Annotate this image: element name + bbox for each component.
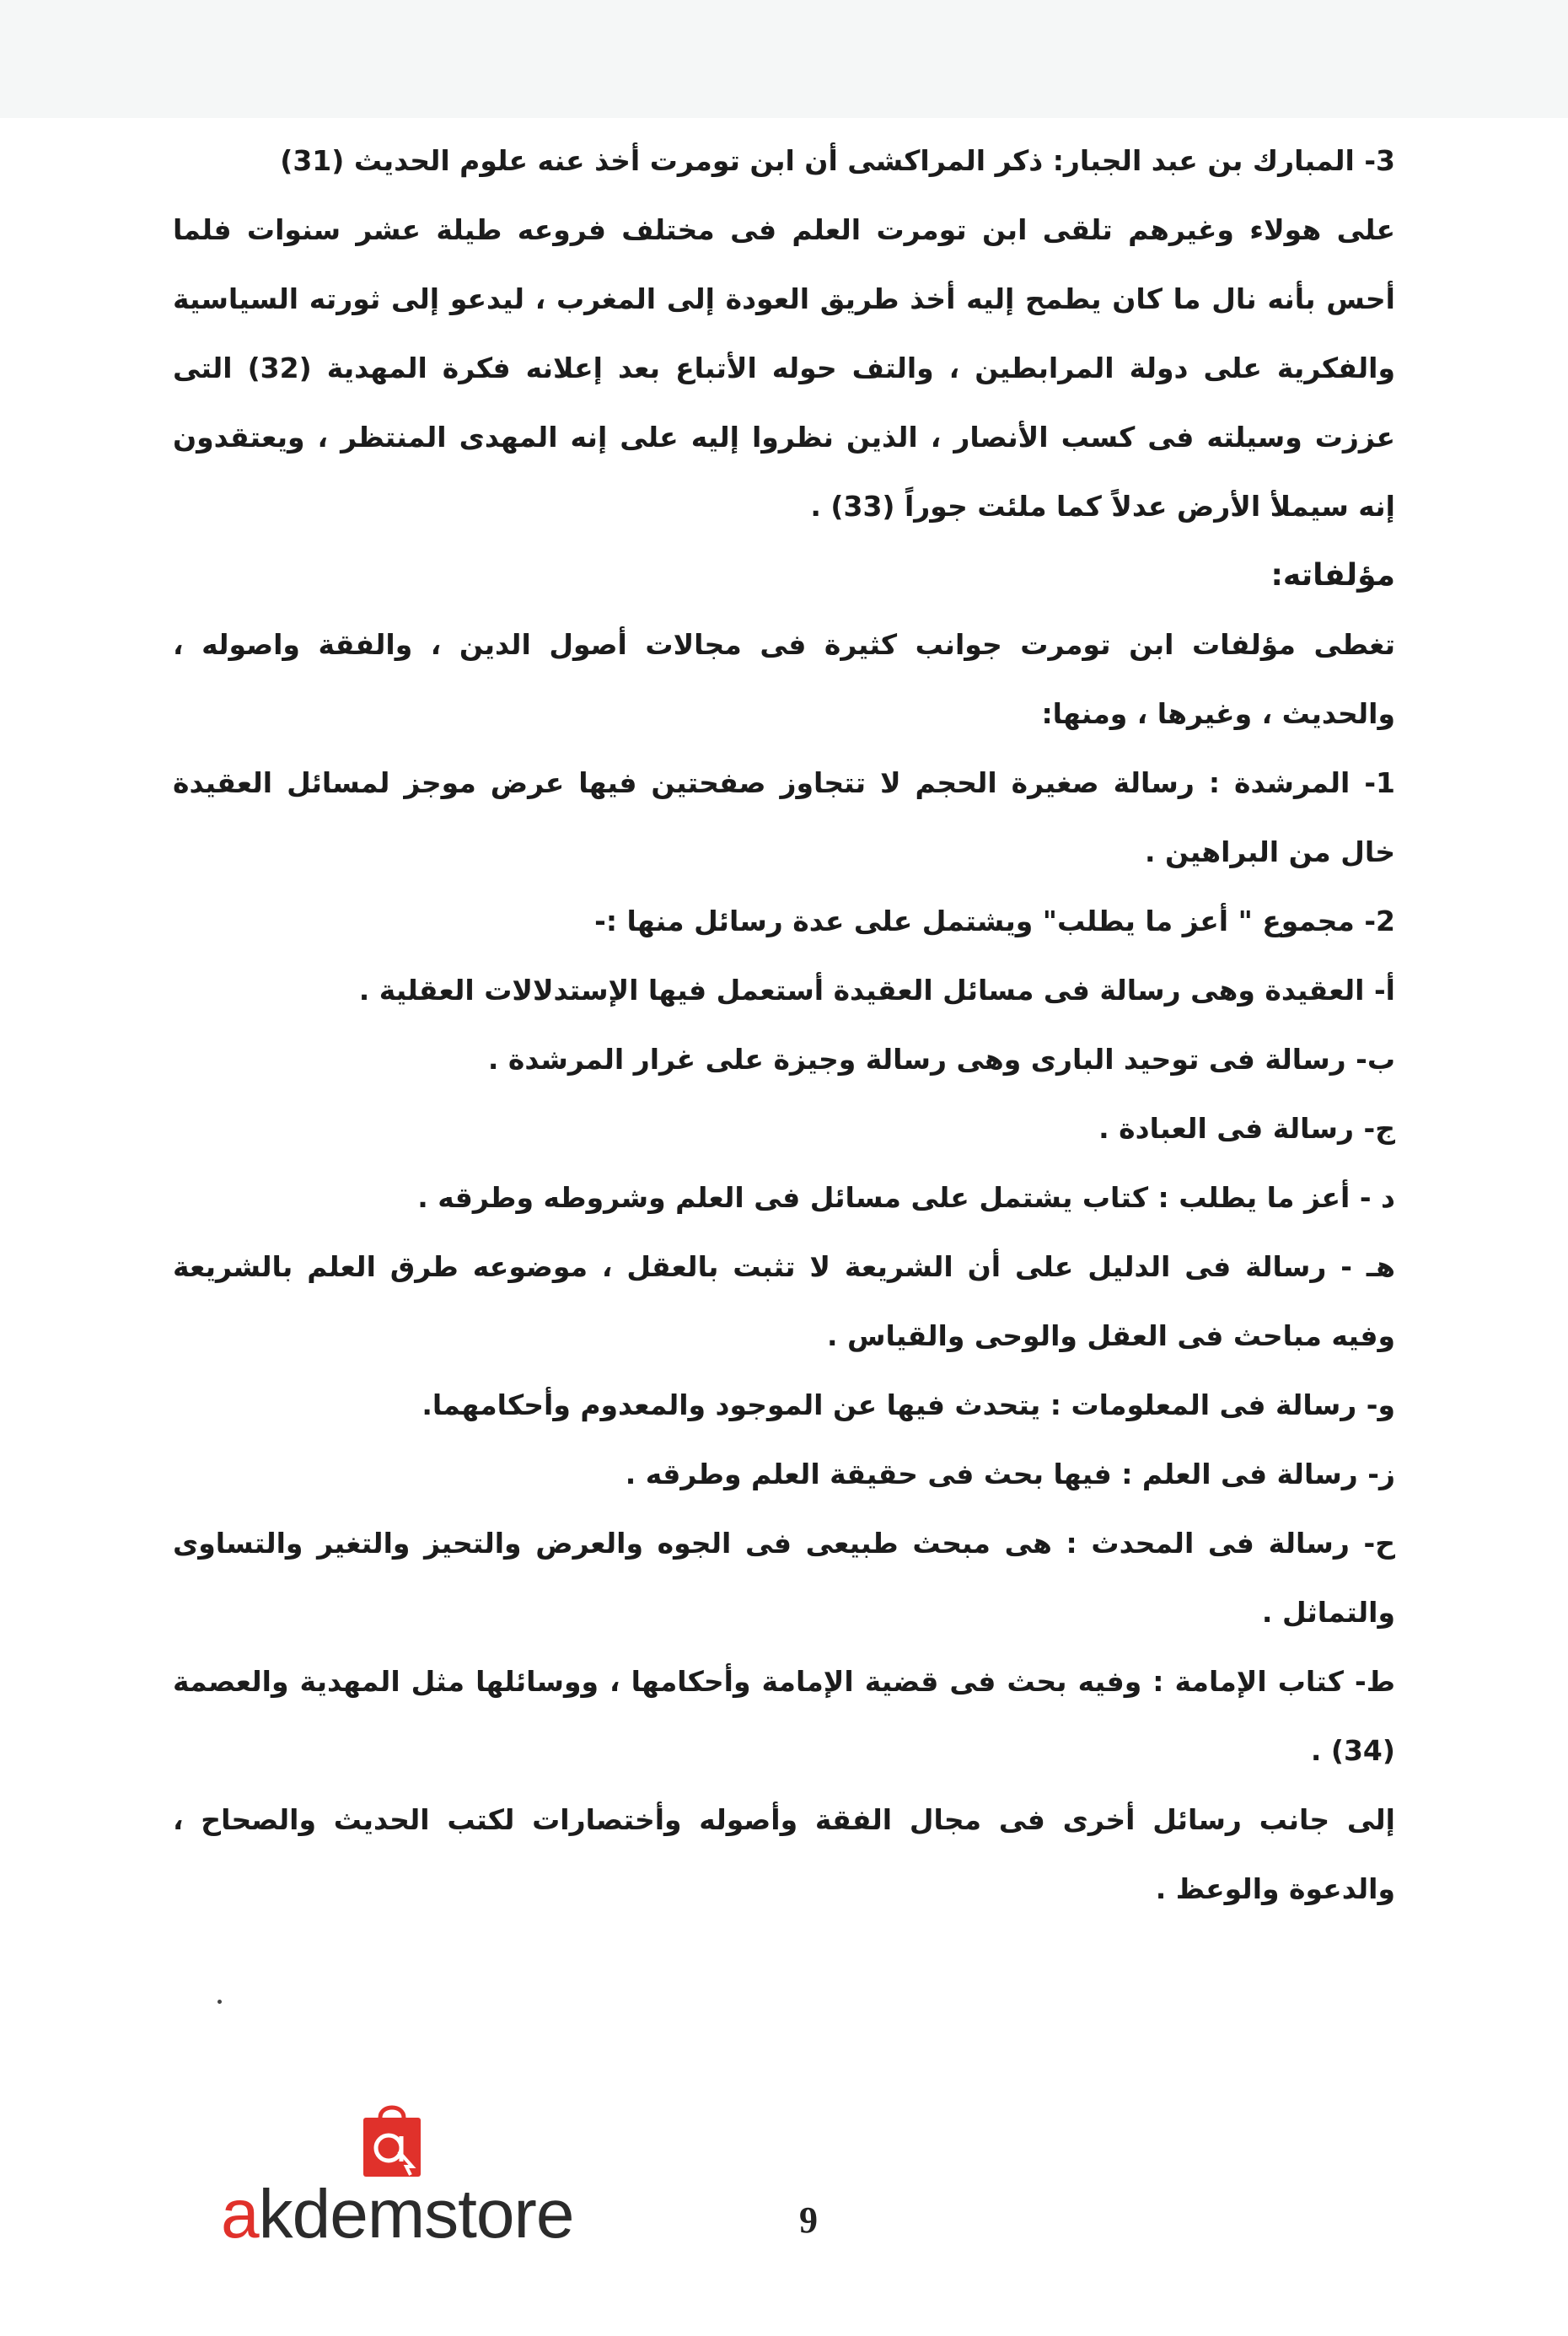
scan-speck bbox=[217, 2000, 222, 2004]
item-text: المرشدة : رسالة صغيرة الحجم لا تتجاوز صفحتين فيها عرض موجز لمسائل العقيدة خال من البراهين . bbox=[173, 766, 1395, 868]
item-text: العقيدة وهى رسالة فى مسائل العقيدة أستعمل فيها الإستدلالات العقلية . bbox=[358, 974, 1365, 1007]
scan-top-band bbox=[0, 0, 1568, 118]
item-label: ز- bbox=[1367, 1458, 1395, 1490]
akdemstore-logo bbox=[221, 2099, 600, 2268]
sub-item-hha bbox=[173, 1509, 1395, 1647]
sub-item-alif bbox=[173, 956, 1395, 1025]
paragraph-closing bbox=[173, 1786, 1395, 1924]
item-label: أ- bbox=[1373, 974, 1395, 1007]
sub-item-ta bbox=[173, 1647, 1395, 1786]
item-text: المبارك بن عبد الجبار: ذكر المراكشى أن ابن تومرت أخذ عنه علوم الحديث (31) bbox=[280, 144, 1355, 177]
item-text: كتاب الإمامة : وفيه بحث فى قضية الإمامة وأحكامها ، ووسائلها مثل المهدية والعصمة (34) . bbox=[173, 1665, 1395, 1767]
logo-wordmark bbox=[221, 2175, 573, 2254]
section-heading bbox=[173, 541, 1395, 610]
sub-item-ha bbox=[173, 1232, 1395, 1371]
paragraph-works-intro bbox=[173, 610, 1395, 749]
item-text: رسالة فى العبادة . bbox=[1098, 1112, 1355, 1145]
paragraph-text: تغطى مؤلفات ابن تومرت جوانب كثيرة فى مجالات أصول الدين ، والفقة واصوله ، والحديث ، وغيرها ، ومنها: bbox=[173, 628, 1395, 730]
item-text: رسالة فى توحيد البارى وهى رسالة وجيزة على غرار المرشدة . bbox=[487, 1043, 1346, 1076]
logo-rest: kdemstore bbox=[258, 2176, 574, 2253]
item-text: مجموع " أعز ما يطلب" ويشتمل على عدة رسائل منها :- bbox=[594, 905, 1355, 937]
sub-item-jim bbox=[173, 1094, 1395, 1163]
item-text: رسالة فى المحدث : هى مبحث طبيعى فى الجوه والعرض والتحيز والتغير والتساوى والتماثل . bbox=[173, 1527, 1395, 1629]
item-label: ط- bbox=[1355, 1665, 1395, 1698]
item-label: 1- bbox=[1364, 766, 1395, 799]
item-label: 2- bbox=[1364, 905, 1395, 937]
list-item-3 bbox=[173, 126, 1395, 196]
item-label: ب- bbox=[1356, 1043, 1395, 1076]
list-item-1 bbox=[173, 749, 1395, 887]
heading-text: مؤلفاته: bbox=[1270, 558, 1395, 593]
logo-letter-a: a bbox=[221, 2176, 259, 2253]
page-body bbox=[173, 126, 1395, 1924]
item-label: د - bbox=[1359, 1181, 1395, 1214]
item-text: رسالة فى الدليل على أن الشريعة لا تثبت بالعقل ، موضوعه طرق العلم بالشريعة وفيه مباحث فى العقل والوحى والقياس . bbox=[173, 1250, 1395, 1352]
item-label: ج- bbox=[1363, 1112, 1395, 1145]
list-item-2 bbox=[173, 887, 1395, 956]
item-label: 3- bbox=[1364, 144, 1395, 177]
shopping-bag-icon bbox=[360, 2099, 424, 2180]
item-text: رسالة فى العلم : فيها بحث فى حقيقة العلم وطرقه . bbox=[625, 1458, 1358, 1490]
item-label: و- bbox=[1366, 1388, 1395, 1421]
sub-item-waw bbox=[173, 1371, 1395, 1440]
paragraph-biography bbox=[173, 196, 1395, 541]
item-text: أعز ما يطلب : كتاب يشتمل على مسائل فى العلم وشروطه وطرقه . bbox=[417, 1181, 1351, 1214]
page-number: 9 bbox=[799, 2199, 818, 2241]
paragraph-text: إلى جانب رسائل أخرى فى مجال الفقة وأصوله وأختصارات لكتب الحديث والصحاح ، والدعوة والوعظ . bbox=[173, 1803, 1395, 1905]
item-label: ح- bbox=[1363, 1527, 1395, 1560]
paragraph-text: على هولاء وغيرهم تلقى ابن تومرت العلم فى مختلف فروعه طيلة عشر سنوات فلما أحس بأنه نال ما كان يطمح إليه أخذ طريق العودة إلى المغرب ، ليدعو إلى ثورته السياسية والفكرية على دولة المرابطين ، والتف حوله الأتباع بعد إعلانه فكرة المهدية (32) التى عززت وسيلته فى كسب الأنصار ، الذين نظروا إليه على إنه المهدى المنتظر ، ويعتقدون إنه سيملأ الأرض عدلاً كما ملئت جوراً (33) . bbox=[173, 213, 1395, 523]
sub-item-dal bbox=[173, 1163, 1395, 1232]
item-label: هـ - bbox=[1340, 1250, 1395, 1283]
item-text: رسالة فى المعلومات : يتحدث فيها عن الموجود والمعدوم وأحكامهما. bbox=[422, 1388, 1357, 1421]
sub-item-zay bbox=[173, 1440, 1395, 1509]
sub-item-ba bbox=[173, 1025, 1395, 1094]
